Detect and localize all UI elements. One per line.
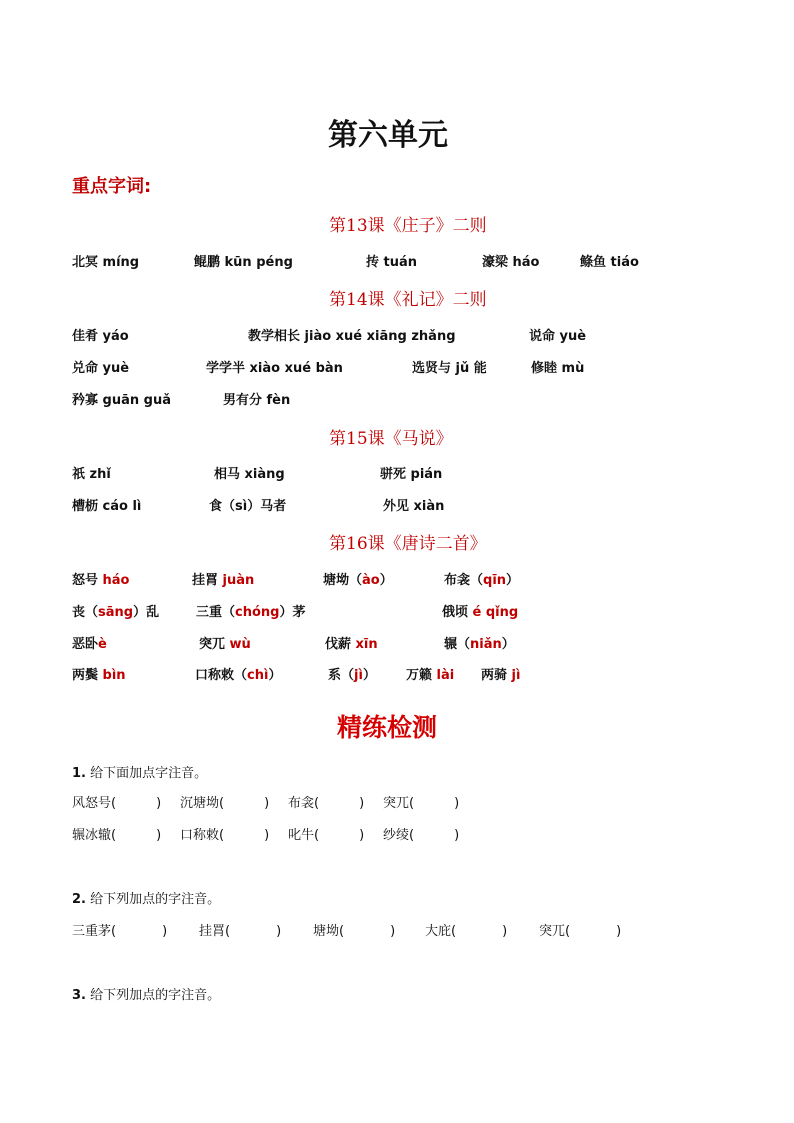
q2-item: 塘坳( ) — [313, 924, 396, 939]
word-item: 说命 yuè — [529, 329, 587, 344]
word-item: 三重（chóng）茅 — [196, 605, 306, 620]
word-item: 选贤与 jǔ 能 — [412, 361, 487, 376]
q1-item: 风怒号( ) — [72, 796, 162, 811]
word-item: 祇 zhǐ — [72, 467, 111, 482]
q1-item: 辗冰辙( ) — [72, 828, 162, 843]
word-item: 布衾（qīn） — [444, 573, 520, 588]
word-item: 男有分 fèn — [223, 393, 291, 408]
word-item: 系（jì） — [328, 668, 376, 683]
question-1-prompt: 1. 给下面加点字注音。 — [72, 766, 208, 781]
q2-item: 三重茅( ) — [72, 924, 168, 939]
q2-item: 挂罥( ) — [199, 924, 282, 939]
q1-item: 突兀( ) — [383, 796, 460, 811]
word-item: 骈死 pián — [380, 467, 443, 482]
question-2-prompt: 2. 给下列加点的字注音。 — [72, 892, 221, 907]
word-item: 濠梁 háo — [482, 255, 540, 270]
word-item: 鲦鱼 tiáo — [580, 255, 639, 270]
word-item: 口称敕（chì） — [195, 668, 282, 683]
word-item: 辗（niǎn） — [444, 637, 515, 652]
q2-item: 突兀( ) — [539, 924, 622, 939]
word-item: 食（sì）马者 — [209, 499, 287, 514]
word-item: 丧（sāng）乱 — [72, 605, 160, 620]
lesson-13-heading: 第13课《庄子》二则 — [329, 216, 487, 236]
word-item: 伐薪 xīn — [325, 637, 378, 652]
word-item: 抟 tuán — [366, 255, 418, 270]
lesson-16-heading: 第16课《唐诗二首》 — [329, 534, 487, 554]
practice-title: 精练检测 — [337, 713, 438, 742]
word-item: 两鬓 bìn — [72, 668, 126, 683]
word-item: 矜寡 guān guǎ — [72, 393, 171, 408]
word-item: 恶卧è — [72, 637, 107, 652]
lesson-15-heading: 第15课《马说》 — [329, 429, 453, 449]
word-item: 鲲鹏 kūn péng — [194, 255, 293, 270]
word-item: 挂罥 juàn — [192, 573, 255, 588]
word-item: 两骑 jì — [481, 668, 521, 683]
word-item: 兑命 yuè — [72, 361, 130, 376]
word-item: 塘坳（ào） — [323, 573, 393, 588]
word-item: 怒号 háo — [72, 573, 130, 588]
word-item: 修睦 mù — [531, 361, 585, 376]
q1-item: 沉塘坳( ) — [180, 796, 270, 811]
q2-item: 大庇( ) — [425, 924, 508, 939]
q1-item: 叱牛( ) — [288, 828, 365, 843]
q1-item: 纱绫( ) — [383, 828, 460, 843]
question-3-prompt: 3. 给下列加点的字注音。 — [72, 988, 221, 1003]
word-item: 外见 xiàn — [383, 499, 445, 514]
q1-item: 口称敕( ) — [180, 828, 270, 843]
q1-item: 布衾( ) — [288, 796, 365, 811]
page-title: 第六单元 — [328, 118, 448, 153]
section-heading-key-words: 重点字词: — [72, 176, 152, 197]
word-item: 突兀 wù — [199, 637, 251, 652]
word-item: 教学相长 jiào xué xiāng zhǎng — [248, 329, 456, 344]
word-item: 俄顷 é qǐng — [442, 605, 519, 620]
word-item: 学学半 xiào xué bàn — [206, 361, 343, 376]
word-item: 佳肴 yáo — [72, 329, 129, 344]
lesson-14-heading: 第14课《礼记》二则 — [329, 290, 487, 310]
word-item: 万籁 lài — [406, 668, 455, 683]
word-item: 北冥 míng — [72, 255, 140, 270]
word-item: 槽枥 cáo lì — [72, 499, 142, 514]
word-item: 相马 xiàng — [214, 467, 285, 482]
